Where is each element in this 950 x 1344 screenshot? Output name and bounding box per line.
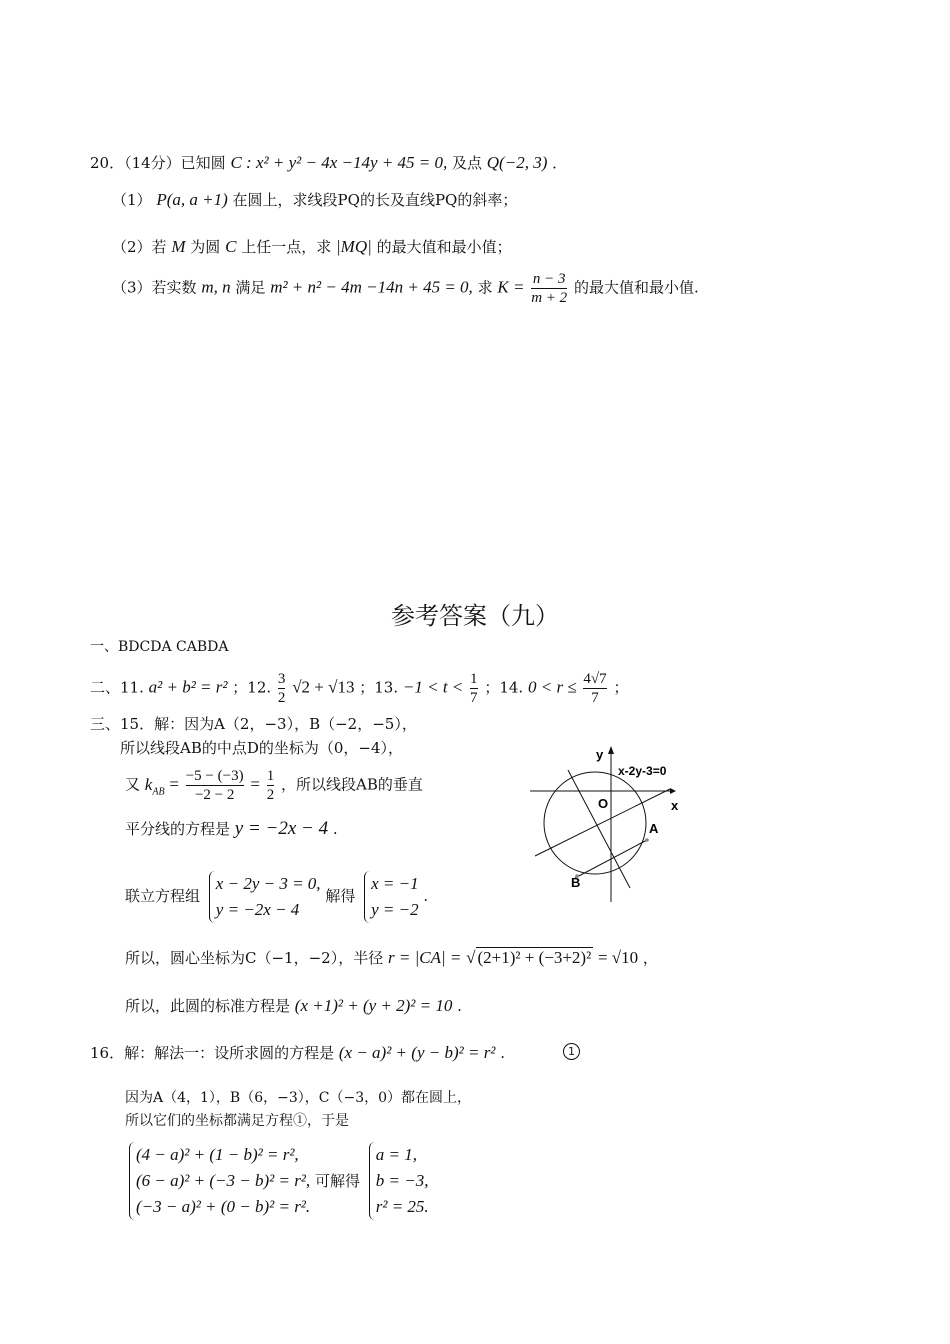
part2-text-e: 的最大值和最小值； — [376, 238, 512, 256]
origin-label: O — [598, 796, 609, 811]
q15-l5end: . — [423, 887, 429, 905]
solution-2 — [369, 1142, 429, 1220]
part2-mq: |MQ| — [336, 237, 372, 256]
system-2-eq-a: (4 − a)² + (1 − b)² = r², — [136, 1145, 299, 1164]
system-1 — [209, 871, 321, 923]
equals-2: = — [250, 774, 260, 794]
q15-l3a: 又 — [125, 775, 141, 794]
x-axis-label: x — [671, 798, 679, 813]
solution-2-c: r² = 25. — [375, 1197, 429, 1216]
q16-line2: 因为A（4，1），B（6，−3），C（−3，0）都在圆上， — [125, 1090, 472, 1106]
sep-14: ；14. — [484, 678, 524, 697]
part2-text-b: 为圆 — [190, 238, 221, 256]
answer-part2 — [90, 670, 628, 707]
q16-system — [125, 1142, 429, 1220]
circle — [544, 772, 646, 874]
q15-line6: 所以，圆心坐标为C（−1，−2），半径 r = |CA| = √ (2+1)² + (−3+2)² = √10 ， — [125, 948, 658, 967]
problem20-part1 — [112, 190, 517, 210]
equation-marker — [563, 1040, 580, 1060]
point-a-label: A — [649, 821, 659, 836]
part2-label: 二、11. — [90, 678, 144, 697]
point-a — [645, 838, 649, 842]
problem20-head: 20．（14分）已知圆 — [90, 154, 226, 172]
bisector-equation: y = −2x − 4 — [234, 818, 329, 839]
solution-1-b: y = −2 — [371, 900, 419, 919]
slope-f2-num: 1 — [266, 768, 275, 784]
q15-l7a: 所以，此圆的标准方程是 — [125, 997, 291, 1015]
system-2-eq-b: (6 − a)² + (−3 − b)² = r², — [136, 1171, 311, 1190]
q16-l1end: . — [500, 1044, 505, 1062]
problem20-end: ． — [552, 154, 568, 172]
q16-line3: 所以它们的坐标都满足方程①，于是 — [125, 1113, 349, 1129]
q15-l3b: ，所以线段AB的垂直 — [281, 775, 423, 794]
general-circle-eq: (x − a)² + (y − b)² = r² — [338, 1043, 496, 1062]
part1-number: （1） — [112, 191, 152, 209]
system-2-eq-c: (−3 − a)² + (0 − b)² = r². — [136, 1197, 311, 1216]
part3-numerator: n − 3 — [532, 271, 566, 287]
problem20-part2 — [112, 237, 512, 257]
x-axis-arrow — [670, 788, 676, 794]
slope-k-sub: AB — [152, 785, 165, 797]
answer-14: 0 < r ≤ — [527, 677, 577, 697]
part3-text-b: 满足 — [235, 278, 266, 297]
problem20-part3 — [112, 270, 699, 307]
sep-12: ；12. — [232, 678, 272, 697]
radius-eq: r = |CA| = — [387, 948, 462, 967]
q15-l4a: 平分线的方程是 — [125, 820, 231, 838]
line-label: x-2y-3=0 — [618, 764, 667, 778]
solution-2-a: a = 1, — [375, 1145, 417, 1164]
part2-m: M — [171, 237, 186, 256]
part3-text-a: （3）若实数 — [112, 278, 197, 297]
solution-1 — [364, 871, 419, 923]
q15-l5b: 解得 — [325, 887, 356, 905]
marker-1: 1 — [563, 1043, 580, 1060]
q15-line3 — [125, 767, 423, 804]
answer-14-num: 4√7 — [583, 671, 607, 687]
part3-fraction — [531, 270, 567, 307]
part2-text-a: （2）若 — [112, 238, 167, 256]
y-axis-arrow — [608, 746, 614, 754]
answer-13: −1 < t < — [402, 677, 464, 697]
part3-k: K = — [497, 277, 525, 297]
q16-line1 — [90, 1043, 505, 1063]
answer-title: 参考答案（九） — [391, 602, 559, 630]
slope-f2-den: 2 — [266, 787, 275, 803]
slope-fraction-2 — [267, 767, 275, 804]
system-1-eq-b: y = −2x − 4 — [215, 900, 300, 919]
part1-text: 在圆上，求线段PQ的长及直线PQ的斜率； — [232, 191, 518, 209]
q15-l5a: 联立方程组 — [125, 887, 201, 905]
q16-solve: 可解得 — [314, 1172, 360, 1190]
answer-11: a² + b² = r² — [148, 677, 228, 697]
answer-part1: 一、BDCDA CABDA — [90, 639, 229, 655]
answer-14-fraction — [583, 670, 606, 707]
circle-standard-equation: (x +1)² + (y + 2)² = 10 — [294, 996, 453, 1015]
solution-2-b: b = −3, — [375, 1171, 429, 1190]
answer-12-num: 3 — [277, 671, 286, 687]
part3-equation: m² + n² − 4m −14n + 45 = 0, — [270, 277, 473, 297]
point-p: P(a, a +1) — [156, 190, 228, 209]
part3-text-d: 的最大值和最小值. — [573, 278, 699, 297]
equals-1: = — [169, 774, 179, 794]
part3-text-c: 求 — [477, 278, 493, 297]
q15-l4end: . — [332, 820, 338, 838]
slope-f1-den: −2 − 2 — [186, 785, 244, 804]
solution-1-a: x = −1 — [371, 874, 419, 893]
system-1-eq-a: x − 2y − 3 = 0, — [215, 874, 321, 893]
q15-l6end: ， — [642, 949, 658, 967]
answer-13-fraction — [470, 670, 478, 707]
system-2 — [129, 1142, 310, 1220]
answer-12-fraction — [278, 670, 286, 707]
part2-c: C — [225, 237, 237, 256]
sep-end: ； — [613, 678, 629, 697]
slope-f1-num: −5 − (−3) — [185, 768, 244, 784]
q15-line1: 三、15．解：因为A（2，−3），B（−2，−5）， — [90, 715, 417, 733]
part3-mn: m, n — [201, 277, 231, 297]
answer-12-rest: √2 + √13 — [292, 677, 355, 697]
q15-line2: 所以线段AB的中点D的坐标为（0，−4）， — [120, 739, 404, 757]
part2-text-d: 上任一点，求 — [241, 238, 332, 256]
q15-l7end: . — [457, 997, 462, 1015]
q15-line4 — [125, 819, 338, 839]
answer-12-den: 2 — [277, 690, 286, 706]
answer-13-den: 7 — [470, 690, 478, 706]
radius-result: = √10 — [597, 948, 639, 967]
y-axis-label: y — [596, 747, 604, 762]
circle-equation: C : x² + y² − 4x −14y + 45 = 0, — [230, 153, 448, 172]
slope-k — [144, 774, 165, 797]
slope-fraction-1 — [186, 767, 244, 804]
sep-13: ；13. — [359, 678, 399, 697]
q16-l1a: 16．解：解法一：设所求圆的方程是 — [90, 1044, 335, 1062]
q15-l6a: 所以，圆心坐标为C（−1，−2），半径 — [125, 949, 384, 967]
point-q: Q(−2, 3) — [486, 153, 548, 172]
part3-denominator: m + 2 — [531, 290, 568, 306]
answer-14-den: 7 — [583, 688, 606, 707]
q15-line5 — [125, 871, 428, 923]
answer-13-num: 1 — [470, 671, 478, 687]
point-b-label: B — [571, 875, 581, 890]
slope-k-main: k — [144, 774, 153, 794]
problem20-mid: 及点 — [451, 154, 482, 172]
radius-sqrt: (2+1)² + (−3+2)² — [477, 948, 592, 967]
q15-line7 — [125, 996, 462, 1016]
problem20-line1 — [90, 153, 567, 173]
circle-figure — [520, 740, 700, 910]
